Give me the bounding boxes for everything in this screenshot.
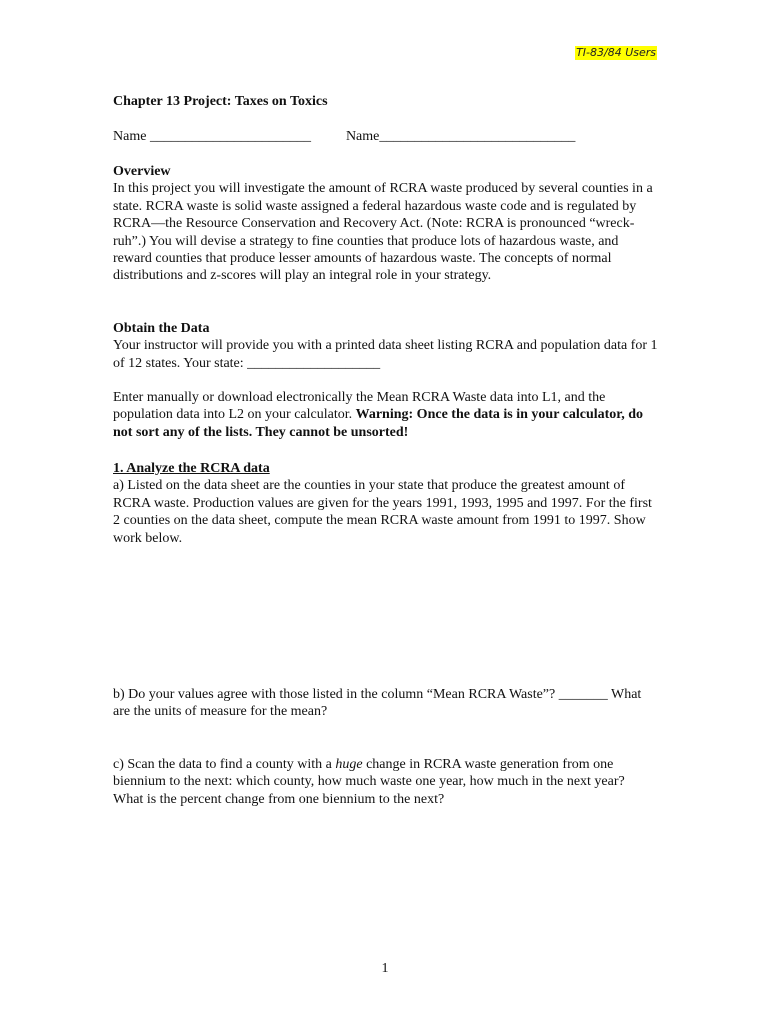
page-title: Chapter 13 Project: Taxes on Toxics	[113, 94, 328, 109]
overview-section	[113, 163, 658, 285]
name-blank-2: ____________________________	[379, 129, 576, 144]
question-b: b) Do your values agree with those listed in the column “Mean RCRA Waste”? _______ What are the units of measure for the mean?	[113, 687, 642, 720]
name-fields	[113, 128, 575, 146]
question-c-end: change in RCRA waste generation from one biennium to the next: which county, how much waste one year, how much in the next year? What is the percent change from one biennium to the next?	[113, 757, 625, 807]
name-gap	[311, 129, 346, 144]
question-c-start: c) Scan the data to find a county with a	[113, 757, 336, 772]
enter-section	[113, 389, 658, 441]
calculator-badge: TI-83/84 Users	[576, 46, 656, 59]
warning-text: Warning: Once the data is in your calculator, do not sort any of the lists. They cannot be unsorted!	[113, 407, 644, 440]
enter-text: Enter manually or download electronically the Mean RCRA Waste data into L1, and the population data into L2 on your calculator.	[113, 390, 606, 423]
question-c	[113, 756, 658, 808]
section-1	[113, 460, 658, 547]
overview-heading: Overview	[113, 164, 171, 179]
name-blank-1: _______________________	[146, 129, 311, 144]
name-label-1: Name	[113, 129, 147, 144]
question-a: a) Listed on the data sheet are the counties in your state that produce the greatest amount of RCRA waste. Production values are given for the years 1991, 1993, 1995 and 1997. For the first 2 counties on the data sheet, compute the mean RCRA waste amount from 1991 to 1997. Show work below.	[113, 478, 652, 546]
section-1-heading: 1. Analyze the RCRA data	[113, 461, 270, 476]
question-c-emphasis: huge	[335, 757, 363, 772]
page-number: 1	[381, 961, 389, 976]
obtain-section	[113, 320, 658, 372]
name-label-2: Name	[345, 129, 380, 144]
overview-text: In this project you will investigate the amount of RCRA waste produced by several counties in a state. RCRA waste is solid waste assigned a federal hazardous waste code and is regulated by RCRA—the Resource Conservation and Recovery Act. (Note: RCRA is pronounced “wreck-ruh”.) You will devise a strategy to fine counties that produce lots of hazardous waste, and reward counties that produce lesser amounts of hazardous waste. The concepts of normal distributions and z-scores will play an integral role in your strategy.	[113, 181, 653, 284]
obtain-text: Your instructor will provide you with a printed data sheet listing RCRA and population data for 1 of 12 states. Your state: ___________________	[113, 338, 658, 371]
obtain-heading: Obtain the Data	[113, 321, 210, 336]
